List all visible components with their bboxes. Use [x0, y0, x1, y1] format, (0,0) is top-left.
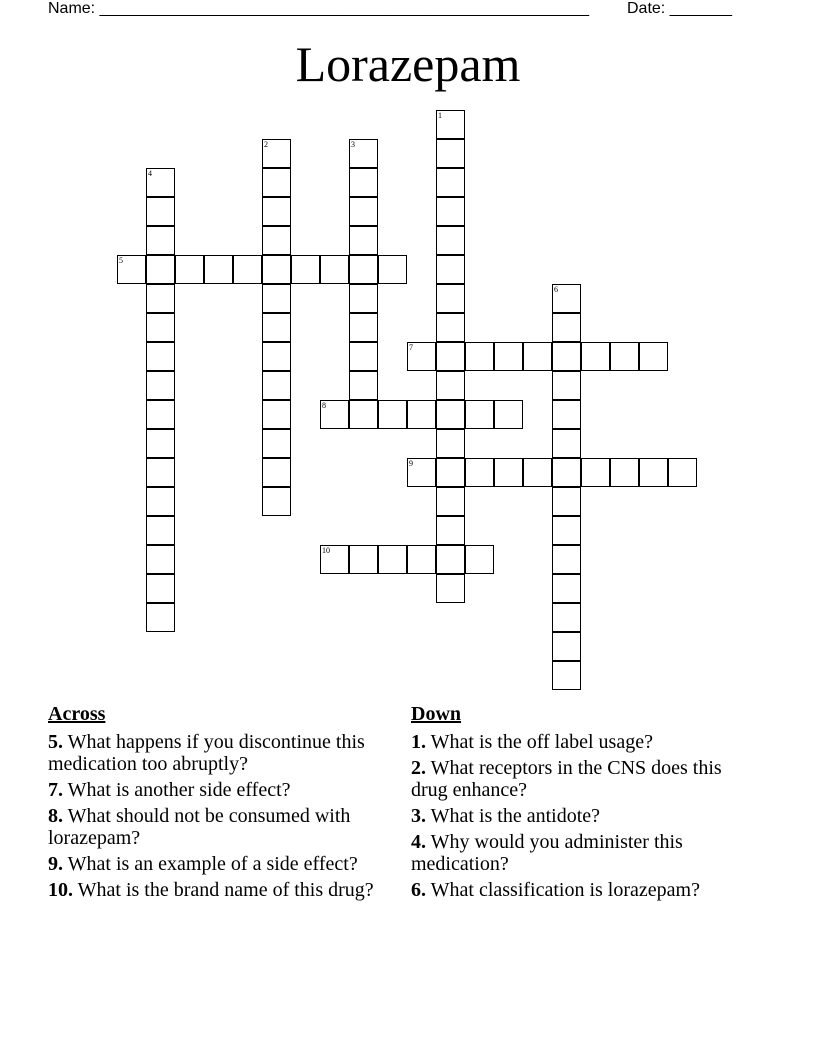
grid-cell[interactable] [552, 429, 581, 458]
grid-cell[interactable] [436, 545, 465, 574]
grid-cell[interactable] [436, 139, 465, 168]
clue-text: What is the off label usage? [430, 731, 653, 753]
grid-cell[interactable] [610, 342, 639, 371]
clue-text: What is the antidote? [430, 805, 601, 827]
grid-cell[interactable] [436, 197, 465, 226]
grid-cell[interactable] [146, 458, 175, 487]
grid-cell[interactable] [523, 458, 552, 487]
grid-cell[interactable] [262, 284, 291, 313]
grid-cell[interactable] [262, 139, 291, 168]
grid-cell[interactable] [552, 342, 581, 371]
down-clue-6 [411, 879, 751, 901]
clue-number-label: 8 [322, 401, 326, 410]
clue-number: 2. [411, 757, 426, 779]
grid-cell[interactable] [146, 226, 175, 255]
grid-cell[interactable] [494, 458, 523, 487]
grid-cell[interactable] [552, 516, 581, 545]
grid-cell[interactable] [523, 342, 552, 371]
grid-cell[interactable] [349, 168, 378, 197]
grid-cell[interactable] [349, 313, 378, 342]
clue-number: 8. [48, 805, 63, 827]
grid-cell[interactable] [407, 342, 436, 371]
grid-cell[interactable] [349, 400, 378, 429]
grid-cell[interactable] [262, 400, 291, 429]
grid-cell[interactable] [146, 429, 175, 458]
clue-text: Why would you administer this medication? [411, 831, 683, 875]
clue-number: 1. [411, 731, 426, 753]
grid-cell[interactable] [436, 342, 465, 371]
grid-cell[interactable] [262, 226, 291, 255]
clue-number-label: 10 [322, 546, 330, 555]
grid-cell[interactable] [407, 400, 436, 429]
grid-cell[interactable] [465, 545, 494, 574]
clue-number-label: 6 [554, 285, 558, 294]
grid-cell[interactable] [436, 226, 465, 255]
grid-cell[interactable] [349, 342, 378, 371]
clue-number-label: 1 [438, 111, 442, 120]
grid-cell[interactable] [146, 342, 175, 371]
grid-cell[interactable] [552, 313, 581, 342]
grid-cell[interactable] [320, 545, 349, 574]
clue-text: What happens if you discontinue this medication too abruptly? [48, 731, 365, 775]
grid-cell[interactable] [436, 458, 465, 487]
clue-text: What classification is lorazepam? [430, 879, 700, 901]
grid-cell[interactable] [146, 487, 175, 516]
grid-cell[interactable] [436, 516, 465, 545]
grid-cell[interactable] [146, 371, 175, 400]
grid-cell[interactable] [146, 168, 175, 197]
grid-cell[interactable] [552, 400, 581, 429]
grid-cell[interactable] [320, 400, 349, 429]
grid-cell[interactable] [436, 255, 465, 284]
clue-number-label: 9 [409, 459, 413, 468]
clue-number: 3. [411, 805, 426, 827]
down-clue-3 [411, 805, 751, 827]
down-clue-2 [411, 757, 751, 801]
clue-number-label: 2 [264, 140, 268, 149]
grid-cell[interactable] [262, 371, 291, 400]
clue-text: What should not be consumed with lorazepam? [48, 805, 351, 849]
across-clue-8 [48, 805, 388, 849]
down-clue-4 [411, 831, 751, 875]
grid-cell[interactable] [436, 313, 465, 342]
grid-cell[interactable] [465, 342, 494, 371]
grid-cell[interactable] [436, 371, 465, 400]
grid-cell[interactable] [436, 487, 465, 516]
grid-cell[interactable] [146, 516, 175, 545]
clue-number-label: 7 [409, 343, 413, 352]
grid-cell[interactable] [349, 284, 378, 313]
across-heading: Across [48, 703, 106, 725]
grid-cell[interactable] [146, 313, 175, 342]
across-clue-7 [48, 779, 388, 801]
grid-cell[interactable] [262, 313, 291, 342]
across-clue-9 [48, 853, 388, 875]
grid-cell[interactable] [581, 458, 610, 487]
grid-cell[interactable] [175, 255, 204, 284]
grid-cell[interactable] [291, 255, 320, 284]
across-clues [48, 703, 388, 905]
grid-cell[interactable] [117, 255, 146, 284]
down-clue-1 [411, 731, 751, 753]
name-field[interactable]: Name: _______________________________________________________ [48, 0, 589, 17]
page-title: Lorazepam [295, 36, 521, 92]
clue-number: 6. [411, 879, 426, 901]
grid-cell[interactable] [146, 603, 175, 632]
grid-cell[interactable] [436, 400, 465, 429]
down-clues [411, 703, 751, 905]
grid-cell[interactable] [262, 429, 291, 458]
grid-cell[interactable] [668, 458, 697, 487]
grid-cell[interactable] [610, 458, 639, 487]
grid-cell[interactable] [436, 284, 465, 313]
grid-cell[interactable] [146, 400, 175, 429]
clue-number-label: 3 [351, 140, 355, 149]
grid-cell[interactable] [552, 632, 581, 661]
grid-cell[interactable] [407, 458, 436, 487]
clue-number: 9. [48, 853, 63, 875]
grid-cell[interactable] [262, 342, 291, 371]
grid-cell[interactable] [349, 255, 378, 284]
grid-cell[interactable] [146, 197, 175, 226]
grid-cell[interactable] [349, 139, 378, 168]
grid-cell[interactable] [349, 545, 378, 574]
grid-cell[interactable] [146, 284, 175, 313]
grid-cell[interactable] [436, 429, 465, 458]
clue-number: 7. [48, 779, 63, 801]
grid-cell[interactable] [349, 371, 378, 400]
grid-cell[interactable] [494, 342, 523, 371]
grid-cell[interactable] [552, 545, 581, 574]
across-clue-10 [48, 879, 388, 901]
clue-text: What is an example of a side effect? [67, 853, 358, 875]
grid-cell[interactable] [494, 400, 523, 429]
clue-number: 5. [48, 731, 63, 753]
grid-cell[interactable] [204, 255, 233, 284]
grid-cell[interactable] [552, 661, 581, 690]
grid-cell[interactable] [639, 458, 668, 487]
grid-cell[interactable] [262, 487, 291, 516]
grid-cell[interactable] [465, 400, 494, 429]
grid-cell[interactable] [146, 545, 175, 574]
grid-cell[interactable] [407, 545, 436, 574]
grid-cell[interactable] [552, 371, 581, 400]
grid-cell[interactable] [436, 110, 465, 139]
grid-cell[interactable] [349, 226, 378, 255]
grid-cell[interactable] [349, 197, 378, 226]
down-heading: Down [411, 703, 462, 725]
grid-cell[interactable] [378, 400, 407, 429]
grid-cell[interactable] [552, 487, 581, 516]
grid-cell[interactable] [233, 255, 262, 284]
grid-cell[interactable] [436, 168, 465, 197]
grid-cell[interactable] [262, 197, 291, 226]
grid-cell[interactable] [262, 458, 291, 487]
clue-text: What is another side effect? [67, 779, 291, 801]
grid-cell[interactable] [552, 458, 581, 487]
clue-number: 10. [48, 879, 73, 901]
grid-cell[interactable] [146, 574, 175, 603]
grid-cell[interactable] [378, 545, 407, 574]
grid-cell[interactable] [262, 168, 291, 197]
clue-text: What receptors in the CNS does this drug enhance? [411, 757, 722, 801]
grid-cell[interactable] [146, 255, 175, 284]
across-clue-5 [48, 731, 388, 775]
clue-number-label: 4 [148, 169, 152, 178]
grid-cell[interactable] [581, 342, 610, 371]
grid-cell[interactable] [552, 603, 581, 632]
clue-number-label: 5 [119, 256, 123, 265]
clue-text: What is the brand name of this drug? [77, 879, 374, 901]
grid-cell[interactable] [320, 255, 349, 284]
grid-cell[interactable] [465, 458, 494, 487]
grid-cell[interactable] [639, 342, 668, 371]
grid-cell[interactable] [378, 255, 407, 284]
grid-cell[interactable] [552, 574, 581, 603]
clue-number: 4. [411, 831, 426, 853]
grid-cell[interactable] [436, 574, 465, 603]
grid-cell[interactable] [552, 284, 581, 313]
grid-cell[interactable] [262, 255, 291, 284]
date-field[interactable]: Date: _______ [627, 0, 732, 17]
